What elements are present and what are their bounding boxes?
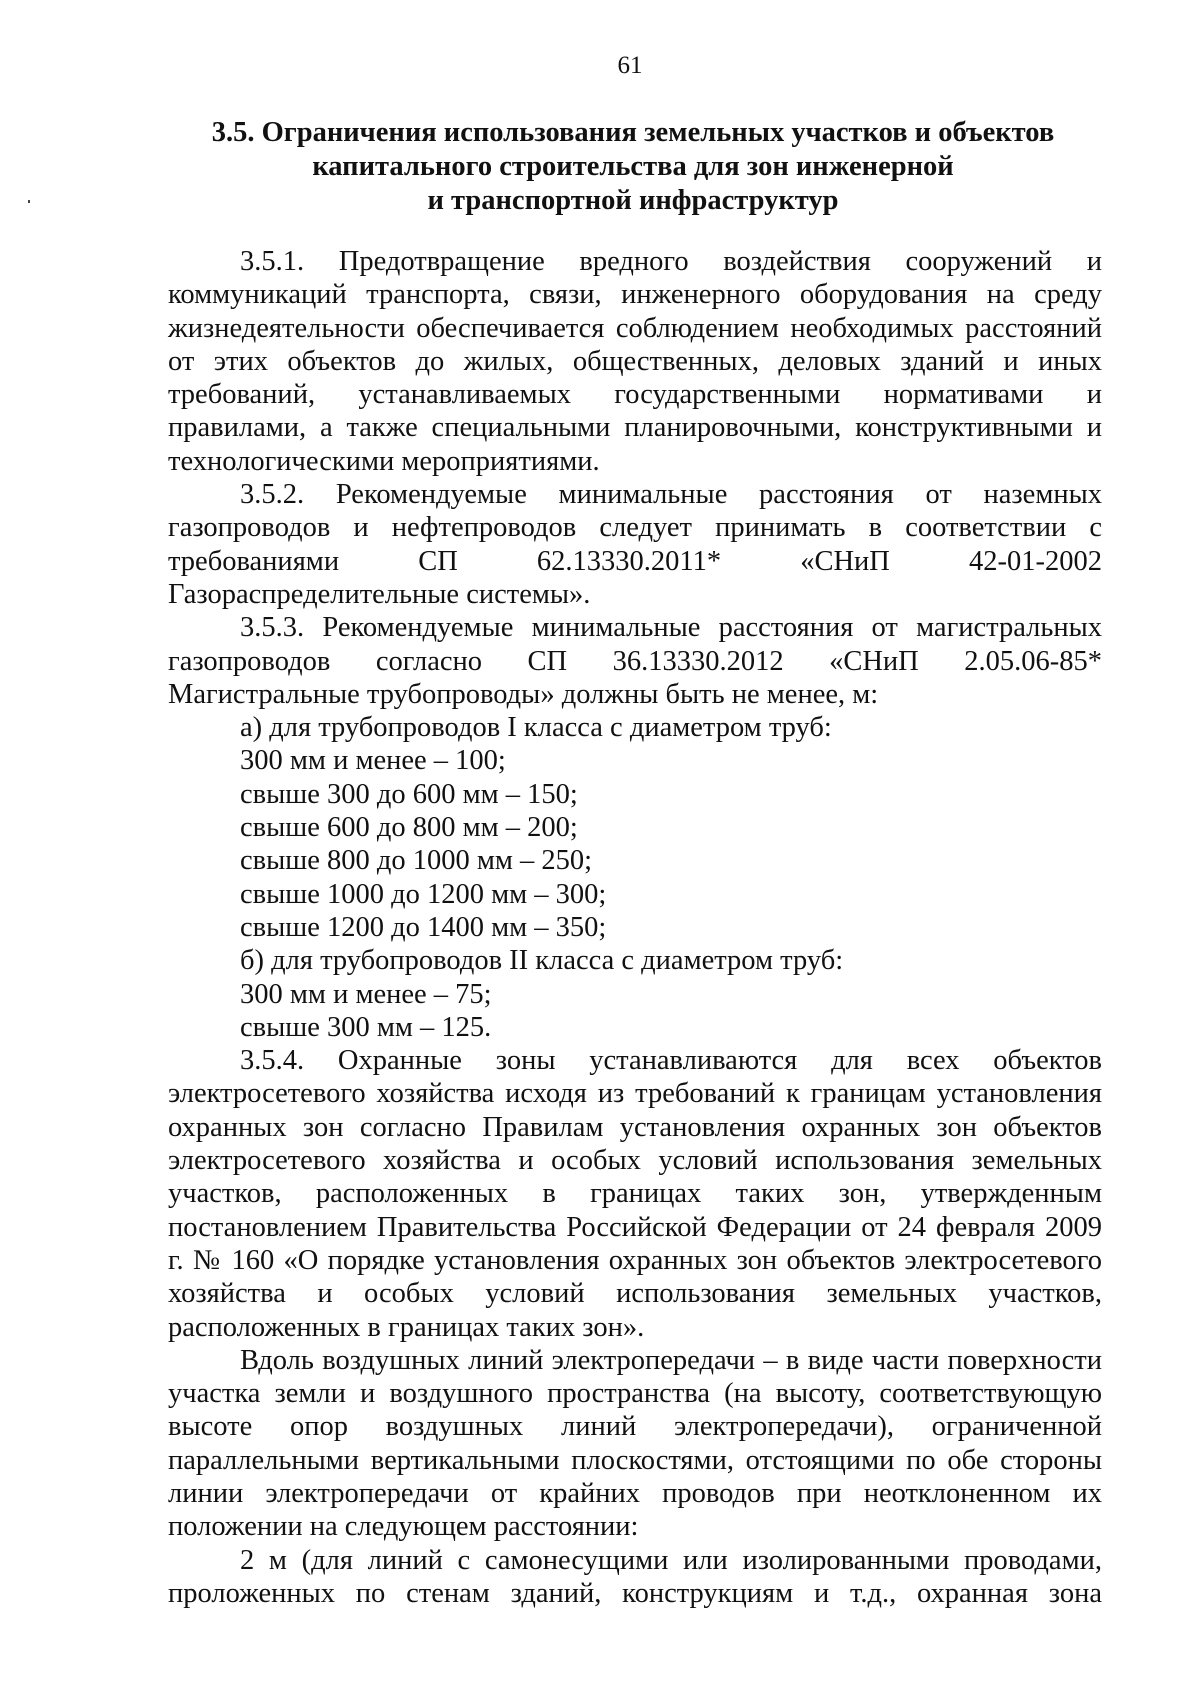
paragraph-3-5-3: 3.5.3. Рекомендуемые минимальные расстояния от магистральных газопроводов согласно СП 36.13330.2012 «СНиП 2.05.06-85* Магистральные трубопроводы» должны быть не менее, м: <box>168 612 1102 710</box>
list-a-item: свыше 1000 до 1200 мм – 300; <box>240 878 607 910</box>
heading-line-1: 3.5. Ограничения использования земельных участков и объектов <box>211 117 1055 148</box>
heading-line-3: и транспортной инфраструктур <box>427 185 839 216</box>
scan-mark <box>28 200 30 203</box>
list-a-item: свыше 800 до 1000 мм – 250; <box>240 845 593 877</box>
list-b-item: 300 мм и менее – 75; <box>240 978 492 1010</box>
section-heading <box>168 116 1098 218</box>
list-a-title: а) для трубопроводов I класса с диаметром труб: <box>240 712 832 744</box>
list-a-item: 300 мм и менее – 100; <box>240 745 506 777</box>
paragraph-3-5-1: 3.5.1. Предотвращение вредного воздействия сооружений и коммуникаций транспорта, связи, инженерного оборудования на среду жизнедеятельности обеспечивается соблюдением необходимых расстояний от этих объектов до жилых, общественных, деловых зданий и иных требований, устанавливаемых государственными нормативами и правилами, а также специальными планировочными, конструктивными и технологическими мероприятиями. <box>168 246 1102 477</box>
list-a-item: свыше 1200 до 1400 мм – 350; <box>240 911 607 943</box>
list-b-title: б) для трубопроводов II класса с диаметром труб: <box>240 945 844 977</box>
paragraph-3-5-2: 3.5.2. Рекомендуемые минимальные расстояния от наземных газопроводов и нефтепроводов следует принимать в соответствии с требованиями СП 62.13330.2011* «СНиП 42-01-2002 Газораспределительные системы». <box>168 479 1102 610</box>
paragraph-3-5-4: 3.5.4. Охранные зоны устанавливаются для всех объектов электросетевого хозяйства исходя из требований к границам установления охранных зон согласно Правилам установления охранных зон объектов электросетевого хозяйства и особых условий использования земельных участков, расположенных в границах таких зон, утвержденным постановлением Правительства Российской Федерации от 24 февраля 2009 г. № 160 «О порядке установления охранных зон объектов электросетевого хозяйства и особых условий использования земельных участков, расположенных в границах таких зон». <box>168 1045 1102 1343</box>
page-number: 61 <box>617 52 643 79</box>
heading-line-2: капитального строительства для зон инженерной <box>312 151 954 182</box>
document-body <box>168 245 1102 1610</box>
paragraph-2m: 2 м (для линий с самонесущими или изолированными проводами, проложенных по стенам зданий, конструкциям и т.д., охранная зона <box>168 1544 1102 1609</box>
list-a-item: свыше 300 до 600 мм – 150; <box>240 778 578 810</box>
list-b-item: свыше 300 мм – 125. <box>240 1011 492 1043</box>
list-a-item: свыше 600 до 800 мм – 200; <box>240 812 578 844</box>
paragraph-overhead-lines: Вдоль воздушных линий электропередачи – в виде части поверхности участка земли и воздушного пространства (на высоту, соответствующую высоте опор воздушных линий электропередачи), ограниченной параллельными вертикальными плоскостями, отстоящими по обе стороны линии электропередачи от крайних проводов при неотклоненном их положении на следующем расстоянии: <box>168 1344 1102 1543</box>
